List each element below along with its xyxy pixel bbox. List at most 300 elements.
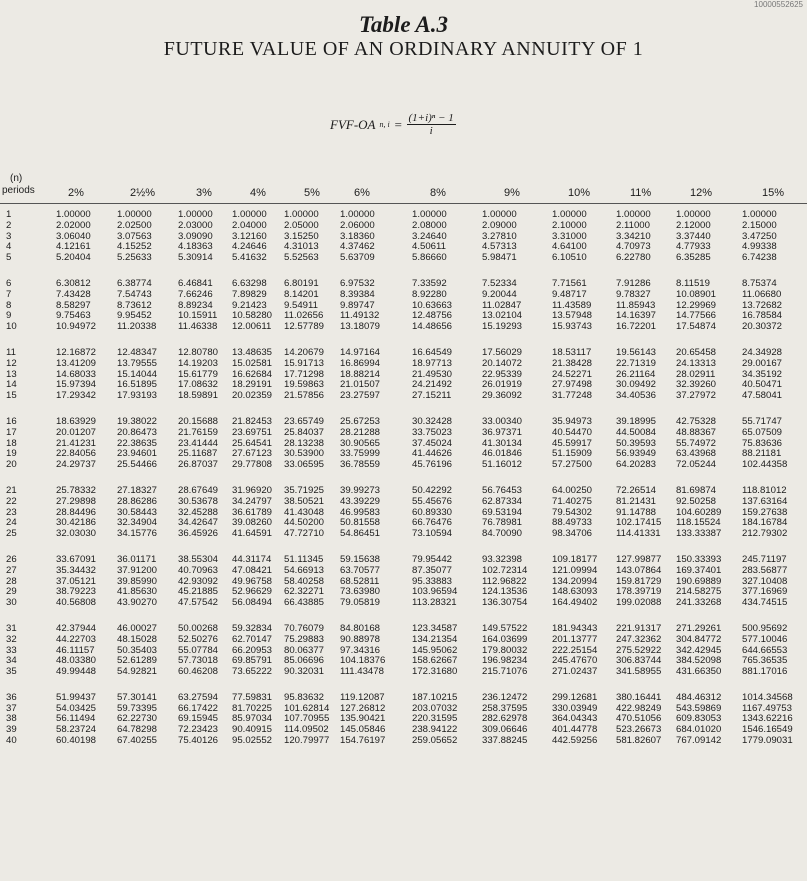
table-cell: 75.29883 — [284, 633, 325, 645]
table-cell: 187.10215 — [412, 691, 458, 703]
table-cell: 47.57542 — [178, 597, 219, 609]
table-cell: 3.31000 — [552, 230, 587, 242]
table-cell: 43.90270 — [117, 597, 158, 609]
table-cell: 4.99338 — [742, 241, 777, 253]
table-cell: 442.59256 — [552, 735, 598, 747]
table-cell: 9.20044 — [482, 288, 517, 300]
period-number: 38 — [6, 713, 17, 725]
table-cell: 21.41231 — [56, 437, 97, 449]
table-cell: 137.63164 — [742, 495, 788, 507]
table-cell: 80.06377 — [284, 644, 325, 656]
table-cell: 6.97532 — [340, 277, 375, 289]
table-cell: 159.27638 — [742, 506, 788, 518]
table-cell: 11.46338 — [178, 321, 218, 333]
table-cell: 28.21288 — [340, 426, 381, 438]
table-cell: 133.33387 — [676, 528, 722, 540]
table-cell: 8.58297 — [56, 299, 91, 311]
table-cell: 8.92280 — [412, 288, 447, 300]
table-cell: 69.15945 — [178, 713, 219, 725]
table-cell: 45.76196 — [412, 459, 453, 471]
row-group — [0, 555, 807, 609]
table-cell: 30.32428 — [412, 415, 453, 427]
table-cell: 20.30372 — [742, 321, 783, 333]
table-cell: 63.27594 — [178, 691, 219, 703]
row-group — [0, 210, 807, 264]
table-cell: 6.46841 — [178, 277, 213, 289]
table-cell: 35.94973 — [552, 415, 593, 427]
table-cell: 241.33268 — [676, 597, 722, 609]
table-cell: 46.99583 — [340, 506, 381, 518]
table-cell: 36.45926 — [178, 528, 219, 540]
table-cell: 148.63093 — [552, 586, 598, 598]
formula-subscript: n, i — [379, 120, 390, 129]
period-number: 10 — [6, 321, 17, 333]
rate-header: 6% — [354, 187, 370, 199]
table-cell: 24.29737 — [56, 459, 97, 471]
table-cell: 4.77933 — [676, 241, 711, 253]
table-cell: 14.77566 — [676, 310, 717, 322]
table-cell: 33.06595 — [284, 459, 325, 471]
table-cell: 15.91713 — [284, 357, 325, 369]
table-cell: 72.05244 — [676, 459, 717, 471]
table-cell: 14.20679 — [284, 346, 325, 358]
rate-header: 10% — [568, 187, 591, 199]
table-cell: 7.91286 — [616, 277, 651, 289]
table-cell: 52.61289 — [117, 655, 158, 667]
table-cell: 11.85943 — [616, 299, 656, 311]
table-cell: 50.35403 — [117, 644, 158, 656]
table-cell: 109.18177 — [552, 553, 598, 565]
table-cell: 11.02656 — [284, 310, 324, 322]
table-cell: 1779.09031 — [742, 735, 793, 747]
table-cell: 306.83744 — [616, 655, 662, 667]
table-cell: 40.50471 — [742, 379, 783, 391]
table-cell: 609.83053 — [676, 713, 722, 725]
table-cell: 50.81558 — [340, 517, 381, 529]
table-cell: 73.65222 — [232, 666, 273, 678]
table-cell: 341.58955 — [616, 666, 662, 678]
table-cell: 32.39260 — [676, 379, 717, 391]
table-cell: 59.73395 — [117, 702, 158, 714]
table-cell: 5.63709 — [340, 252, 375, 264]
table-cell: 66.20953 — [232, 644, 273, 656]
table-cell: 1.00000 — [552, 209, 587, 220]
period-number: 1 — [6, 209, 12, 220]
table-cell: 10.58280 — [232, 310, 273, 322]
table-cell: 581.82607 — [616, 735, 662, 747]
table-cell: 1.00000 — [340, 209, 375, 220]
table-cell: 41.85630 — [117, 586, 158, 598]
table-cell: 18.88214 — [340, 368, 381, 380]
table-cell: 12.48756 — [412, 310, 453, 322]
table-cell: 34.40536 — [616, 390, 657, 402]
table-cell: 7.89829 — [232, 288, 267, 300]
table-cell: 199.02088 — [616, 597, 662, 609]
table-cell: 12.16872 — [56, 346, 97, 358]
table-cell: 35.34432 — [56, 564, 97, 576]
table-cell: 25.67253 — [340, 415, 381, 427]
table-cell: 11.43589 — [552, 299, 592, 311]
table-cell: 9.78327 — [616, 288, 651, 300]
table-cell: 14.48656 — [412, 321, 453, 333]
table-cell: 220.31595 — [412, 713, 458, 725]
table-cell: 104.60289 — [676, 506, 722, 518]
table-cell: 30.90565 — [340, 437, 381, 449]
table-cell: 14.68033 — [56, 368, 97, 380]
table-cell: 4.15252 — [117, 241, 152, 253]
table-cell: 484.46312 — [676, 691, 722, 703]
table-cell: 431.66350 — [676, 666, 722, 678]
table-cell: 4.18363 — [178, 241, 213, 253]
period-number: 33 — [6, 644, 17, 656]
table-row — [0, 221, 807, 232]
row-group — [0, 624, 807, 678]
table-cell: 275.52922 — [616, 644, 662, 656]
table-cell: 6.74238 — [742, 252, 777, 264]
period-number: 39 — [6, 724, 17, 736]
table-cell: 214.58275 — [676, 586, 722, 598]
table-cell: 28.67649 — [178, 484, 219, 496]
table-cell: 28.13238 — [284, 437, 325, 449]
table-cell: 29.00167 — [742, 357, 783, 369]
table-cell: 65.07509 — [742, 426, 783, 438]
table-cell: 64.20283 — [616, 459, 657, 471]
table-cell: 179.80032 — [482, 644, 528, 656]
table-cell: 28.02911 — [676, 368, 716, 380]
table-cell: 18.97713 — [412, 357, 453, 369]
table-cell: 19.38022 — [117, 415, 158, 427]
period-number: 31 — [6, 622, 17, 634]
n-label: (n) — [10, 173, 23, 184]
table-body — [0, 210, 807, 762]
table-cell: 7.54743 — [117, 288, 152, 300]
table-cell: 40.70963 — [178, 564, 219, 576]
table-cell: 3.47250 — [742, 230, 777, 242]
table-cell: 54.66913 — [284, 564, 325, 576]
table-cell: 13.57948 — [552, 310, 593, 322]
table-cell: 63.43968 — [676, 448, 717, 460]
table-cell: 48.88367 — [676, 426, 717, 438]
table-cell: 81.21431 — [616, 495, 657, 507]
table-cell: 102.44358 — [742, 459, 788, 471]
period-number: 14 — [6, 379, 17, 391]
table-cell: 62.87334 — [482, 495, 523, 507]
table-cell: 95.33883 — [412, 575, 453, 587]
table-cell: 6.10510 — [552, 252, 587, 264]
table-cell: 95.02552 — [232, 735, 273, 747]
table-cell: 34.35192 — [742, 368, 783, 380]
table-cell: 123.34587 — [412, 622, 458, 634]
table-cell: 42.75328 — [676, 415, 717, 427]
period-number: 6 — [6, 277, 12, 289]
table-cell: 7.43428 — [56, 288, 91, 300]
table-cell: 54.86451 — [340, 528, 381, 540]
table-cell: 1.00000 — [412, 209, 447, 220]
table-row — [0, 736, 807, 747]
table-cell: 55.71747 — [742, 415, 783, 427]
table-cell: 5.52563 — [284, 252, 319, 264]
table-cell: 41.30134 — [482, 437, 523, 449]
table-cell: 55.07784 — [178, 644, 219, 656]
table-cell: 7.33592 — [412, 277, 447, 289]
table-cell: 45.21885 — [178, 586, 219, 598]
table-cell: 6.35285 — [676, 252, 711, 264]
table-cell: 18.59891 — [178, 390, 219, 402]
table-cell: 77.59831 — [232, 691, 273, 703]
table-cell: 23.69751 — [232, 426, 273, 438]
table-cell: 190.69889 — [676, 575, 722, 587]
table-cell: 3.06040 — [56, 230, 91, 242]
table-cell: 23.27597 — [340, 390, 381, 402]
table-cell: 33.67091 — [56, 553, 97, 565]
table-cell: 149.57522 — [482, 622, 528, 634]
table-cell: 7.71561 — [552, 277, 587, 289]
table-cell: 51.15909 — [552, 448, 593, 460]
formula — [330, 112, 456, 137]
table-cell: 64.00250 — [552, 484, 593, 496]
table-cell: 62.70147 — [232, 633, 273, 645]
table-cell: 33.75023 — [412, 426, 453, 438]
table-cell: 46.11157 — [56, 644, 95, 656]
table-cell: 4.64100 — [552, 241, 587, 253]
table-cell: 164.03699 — [482, 633, 528, 645]
table-cell: 644.66553 — [742, 644, 788, 656]
table-cell: 21.76159 — [178, 426, 219, 438]
table-cell: 25.11687 — [178, 448, 218, 460]
table-cell: 33.75999 — [340, 448, 381, 460]
table-cell: 20.65458 — [676, 346, 717, 358]
table-cell: 73.63980 — [340, 586, 381, 598]
rate-header: 3% — [196, 187, 212, 199]
table-cell: 41.44626 — [412, 448, 453, 460]
table-cell: 87.35077 — [412, 564, 453, 576]
table-cell: 48.03380 — [56, 655, 97, 667]
table-cell: 66.43885 — [284, 597, 325, 609]
table-cell: 31.77248 — [552, 390, 593, 402]
table-cell: 2.02000 — [56, 219, 91, 231]
table-cell: 135.90421 — [340, 713, 386, 725]
table-cell: 8.75374 — [742, 277, 777, 289]
table-cell: 40.56808 — [56, 597, 97, 609]
table-cell: 68.52811 — [340, 575, 380, 587]
row-group — [0, 279, 807, 333]
table-cell: 8.89234 — [178, 299, 213, 311]
table-cell: 45.59917 — [552, 437, 593, 449]
formula-fraction — [407, 112, 456, 137]
table-row — [0, 566, 807, 577]
table-cell: 56.93949 — [616, 448, 657, 460]
table-cell: 150.33393 — [676, 553, 722, 565]
table-cell: 72.26514 — [616, 484, 657, 496]
table-cell: 23.41444 — [178, 437, 219, 449]
table-cell: 12.00611 — [232, 321, 272, 333]
period-number: 7 — [6, 288, 12, 300]
table-cell: 15.02581 — [232, 357, 273, 369]
table-cell: 377.16969 — [742, 586, 788, 598]
period-number: 19 — [6, 448, 17, 460]
table-cell: 380.16441 — [616, 691, 662, 703]
table-cell: 63.70577 — [340, 564, 381, 576]
table-row — [0, 391, 807, 402]
table-cell: 15.19293 — [482, 321, 523, 333]
table-cell: 222.25154 — [552, 644, 598, 656]
table-cell: 16.78584 — [742, 310, 783, 322]
table-cell: 32.03030 — [56, 528, 97, 540]
table-cell: 92.50258 — [676, 495, 717, 507]
table-cell: 48.15028 — [117, 633, 158, 645]
table-cell: 27.15211 — [412, 390, 452, 402]
table-cell: 90.32031 — [284, 666, 325, 678]
table-cell: 71.40275 — [552, 495, 593, 507]
table-cell: 21.82453 — [232, 415, 273, 427]
table-cell: 15.97394 — [56, 379, 97, 391]
table-cell: 434.74515 — [742, 597, 788, 609]
table-cell: 124.13536 — [482, 586, 528, 598]
table-cell: 104.18376 — [340, 655, 386, 667]
table-cell: 8.14201 — [284, 288, 319, 300]
table-row — [0, 598, 807, 609]
table-cell: 57.27500 — [552, 459, 593, 471]
table-cell: 9.48717 — [552, 288, 587, 300]
table-cell: 21.49530 — [412, 368, 453, 380]
table-cell: 11.49132 — [340, 310, 380, 322]
table-cell: 470.51056 — [616, 713, 662, 725]
table-cell: 143.07864 — [616, 564, 662, 576]
table-cell: 46.01846 — [482, 448, 523, 460]
table-cell: 881.17016 — [742, 666, 788, 678]
table-cell: 60.89330 — [412, 506, 453, 518]
table-cell: 75.83636 — [742, 437, 783, 449]
table-cell: 47.58041 — [742, 390, 783, 402]
table-cell: 15.61779 — [178, 368, 219, 380]
table-cell: 164.49402 — [552, 597, 598, 609]
table-cell: 11.02847 — [482, 299, 522, 311]
table-cell: 52.96629 — [232, 586, 273, 598]
table-cell: 2.12000 — [676, 219, 711, 231]
table-cell: 16.51895 — [117, 379, 158, 391]
table-cell: 16.62684 — [232, 368, 273, 380]
table-cell: 16.86994 — [340, 357, 381, 369]
table-cell: 111.43478 — [340, 666, 384, 678]
table-cell: 39.85990 — [117, 575, 158, 587]
table-cell: 36.61789 — [232, 506, 273, 518]
table-cell: 62.22730 — [117, 713, 158, 725]
table-cell: 11.06680 — [742, 288, 782, 300]
table-cell: 7.52334 — [482, 277, 517, 289]
table-cell: 2.06000 — [340, 219, 375, 231]
period-number: 9 — [6, 310, 12, 322]
table-cell: 66.17422 — [178, 702, 219, 714]
table-cell: 134.20994 — [552, 575, 598, 587]
period-number: 16 — [6, 415, 17, 427]
table-cell: 97.34316 — [340, 644, 381, 656]
table-cell: 16.72201 — [616, 321, 657, 333]
table-cell: 309.06646 — [482, 724, 528, 736]
table-cell: 73.10594 — [412, 528, 453, 540]
table-cell: 3.18360 — [340, 230, 375, 242]
table-cell: 69.85791 — [232, 655, 273, 667]
table-cell: 203.07032 — [412, 702, 458, 714]
table-cell: 60.40198 — [56, 735, 97, 747]
page-subtitle: FUTURE VALUE OF AN ORDINARY ANNUITY OF 1 — [163, 38, 644, 60]
table-row — [0, 253, 807, 264]
table-cell: 17.08632 — [178, 379, 219, 391]
table-cell: 271.02437 — [552, 666, 598, 678]
table-cell: 25.78332 — [56, 484, 97, 496]
table-cell: 13.72682 — [742, 299, 783, 311]
table-row — [0, 635, 807, 646]
table-cell: 401.44778 — [552, 724, 598, 736]
table-cell: 10.63663 — [412, 299, 453, 311]
table-cell: 21.38428 — [552, 357, 593, 369]
table-cell: 60.46208 — [178, 666, 219, 678]
table-cell: 31.96920 — [232, 484, 273, 496]
table-cell: 13.02104 — [482, 310, 523, 322]
table-cell: 49.99448 — [56, 666, 97, 678]
table-cell: 23.65749 — [284, 415, 325, 427]
table-cell: 22.84056 — [56, 448, 97, 460]
table-cell: 181.94343 — [552, 622, 598, 634]
table-cell: 81.70225 — [232, 702, 273, 714]
table-cell: 66.76476 — [412, 517, 453, 529]
table-cell: 543.59869 — [676, 702, 722, 714]
table-cell: 16.64549 — [412, 346, 453, 358]
table-cell: 46.00027 — [117, 622, 158, 634]
table-cell: 304.84772 — [676, 633, 722, 645]
table-cell: 50.42292 — [412, 484, 453, 496]
table-cell: 1014.34568 — [742, 691, 793, 703]
table-cell: 4.24646 — [232, 241, 267, 253]
table-cell: 50.00268 — [178, 622, 219, 634]
rate-header: 11% — [630, 187, 652, 199]
table-cell: 72.23423 — [178, 724, 219, 736]
table-cell: 245.71197 — [742, 553, 787, 565]
table-cell: 42.93092 — [178, 575, 219, 587]
table-cell: 102.72314 — [482, 564, 528, 576]
table-cell: 17.56029 — [482, 346, 523, 358]
table-cell: 38.79223 — [56, 586, 97, 598]
table-cell: 6.30812 — [56, 277, 91, 289]
table-cell: 19.59863 — [284, 379, 325, 391]
period-number: 2 — [6, 219, 12, 231]
table-cell: 6.22780 — [616, 252, 651, 264]
table-cell: 330.03949 — [552, 702, 598, 714]
table-cell: 10.08901 — [676, 288, 717, 300]
table-cell: 765.36535 — [742, 655, 788, 667]
table-cell: 13.48635 — [232, 346, 273, 358]
table-cell: 1343.62216 — [742, 713, 793, 725]
table-cell: 1.00000 — [616, 209, 651, 220]
table-cell: 2.09000 — [482, 219, 517, 231]
table-cell: 58.23724 — [56, 724, 97, 736]
table-cell: 55.74972 — [676, 437, 717, 449]
table-cell: 44.50084 — [616, 426, 657, 438]
table-cell: 34.15776 — [117, 528, 158, 540]
period-number: 27 — [6, 564, 17, 576]
table-cell: 258.37595 — [482, 702, 528, 714]
period-number: 37 — [6, 702, 17, 714]
table-cell: 21.01507 — [340, 379, 381, 391]
table-cell: 7.66246 — [178, 288, 213, 300]
table-cell: 67.40255 — [117, 735, 158, 747]
table-cell: 15.93743 — [552, 321, 593, 333]
table-cell: 282.62978 — [482, 713, 528, 725]
table-cell: 9.75463 — [56, 310, 91, 322]
table-cell: 327.10408 — [742, 575, 788, 587]
table-cell: 25.64541 — [232, 437, 273, 449]
table-cell: 91.14788 — [616, 506, 657, 518]
table-cell: 271.29261 — [676, 622, 722, 634]
